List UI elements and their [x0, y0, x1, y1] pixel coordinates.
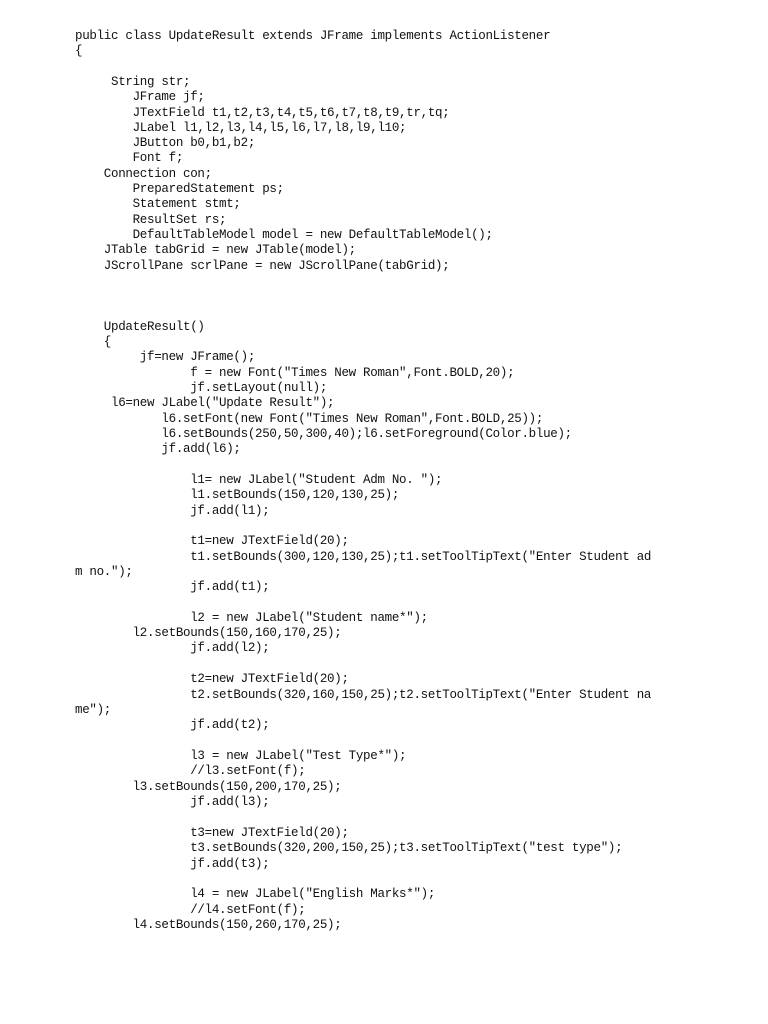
code-line: l4.setBounds(150,260,170,25); [75, 918, 342, 932]
code-line: l1.setBounds(150,120,130,25); [75, 488, 400, 502]
code-line: public class UpdateResult extends JFrame implements ActionListener [75, 29, 551, 43]
code-line: jf.add(l3); [75, 795, 270, 809]
code-line: m no."); [75, 565, 133, 579]
code-line: l6.setFont(new Font("Times New Roman",Font.BOLD,25)); [75, 412, 544, 426]
code-line: t2=new JTextField(20); [75, 672, 349, 686]
code-line: l1= new JLabel("Student Adm No. "); [75, 473, 443, 487]
code-line: jf.setLayout(null); [75, 381, 328, 395]
code-line: f = new Font("Times New Roman",Font.BOLD,20); [75, 366, 515, 380]
code-line: { [75, 44, 83, 58]
code-line: jf.add(t1); [75, 580, 270, 594]
code-line: l2.setBounds(150,160,170,25); [75, 626, 342, 640]
code-line: JScrollPane scrlPane = new JScrollPane(tabGrid); [75, 259, 450, 273]
code-line: DefaultTableModel model = new DefaultTableModel(); [75, 228, 493, 242]
code-line: jf.add(l1); [75, 504, 270, 518]
code-line: Statement stmt; [75, 197, 241, 211]
code-line: t1.setBounds(300,120,130,25);t1.setToolTipText("Enter Student ad [75, 550, 652, 564]
code-line: JTable tabGrid = new JTable(model); [75, 243, 356, 257]
code-line: t1=new JTextField(20); [75, 534, 349, 548]
code-line: jf.add(t2); [75, 718, 270, 732]
code-line: { [75, 335, 112, 349]
code-line: l4 = new JLabel("English Marks*"); [75, 887, 436, 901]
code-line: JButton b0,b1,b2; [75, 136, 256, 150]
code-line: jf.add(l2); [75, 641, 270, 655]
code-line: String str; [75, 75, 191, 89]
code-line: l3 = new JLabel("Test Type*"); [75, 749, 407, 763]
code-line: //l3.setFont(f); [75, 764, 306, 778]
code-line: PreparedStatement ps; [75, 182, 284, 196]
code-line: JTextField t1,t2,t3,t4,t5,t6,t7,t8,t9,tr,tq; [75, 106, 450, 120]
code-line: t3.setBounds(320,200,150,25);t3.setToolTipText("test type"); [75, 841, 623, 855]
code-line: l6=new JLabel("Update Result"); [75, 396, 335, 410]
code-line: JFrame jf; [75, 90, 205, 104]
code-line: ResultSet rs; [75, 213, 227, 227]
code-line: jf.add(l6); [75, 442, 241, 456]
code-line: UpdateResult() [75, 320, 205, 334]
code-line: t3=new JTextField(20); [75, 826, 349, 840]
code-line: l6.setBounds(250,50,300,40);l6.setForeground(Color.blue); [75, 427, 572, 441]
code-line: t2.setBounds(320,160,150,25);t2.setToolTipText("Enter Student na [75, 688, 652, 702]
code-line: Connection con; [75, 167, 212, 181]
code-line: jf.add(t3); [75, 857, 270, 871]
code-line: JLabel l1,l2,l3,l4,l5,l6,l7,l8,l9,l10; [75, 121, 407, 135]
code-line: jf=new JFrame(); [75, 350, 256, 364]
code-line: l3.setBounds(150,200,170,25); [75, 780, 342, 794]
code-line: l2 = new JLabel("Student name*"); [75, 611, 428, 625]
code-line: Font f; [75, 151, 184, 165]
code-line: //l4.setFont(f); [75, 903, 306, 917]
code-line: me"); [75, 703, 112, 717]
